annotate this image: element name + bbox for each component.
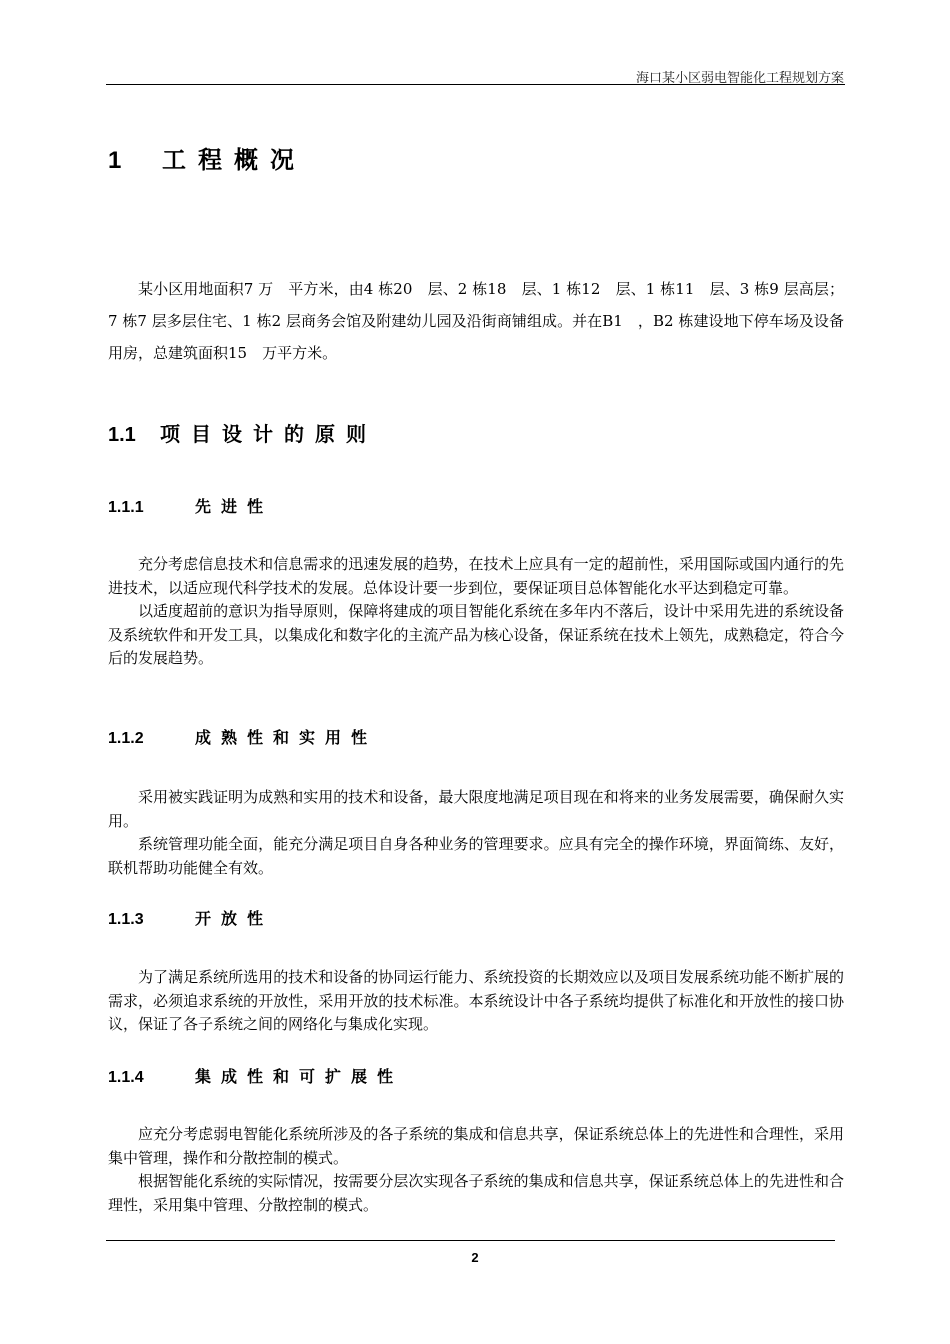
subsection-heading-2 [108,725,377,748]
paragraph: 为了满足系统所选用的技术和设备的协同运行能力、系统投资的长期效应以及项目发展系统功能不断扩展的需求，必须追求系统的开放性，采用开放的技术标准。本系统设计中各子系统均提供了标准化和开放性的接口协议，保证了各子系统之间的网络化与集成化实现。 [108,968,844,1033]
subsection-title: 成熟性和实用性 [195,730,378,747]
paragraph: 充分考虑信息技术和信息需求的迅速发展的趋势，在技术上应具有一定的超前性，采用国际或国内通行的先进技术，以适应现代科学技术的发展。总体设计要一步到位，要保证项目总体智能化水平达到稳定可靠。 [108,555,844,597]
subsection-number: 1.1.3 [108,911,144,928]
subsection-heading-4 [108,1064,403,1087]
page-number: 2 [471,1250,479,1265]
section-title: 项目设计的原则 [160,424,377,446]
chapter-number: 1 [108,147,122,174]
footer-rule [106,1240,835,1241]
header-rule [106,84,845,85]
subsection-title: 集成性和可扩展性 [195,1069,404,1086]
subsection-title: 开放性 [195,911,274,928]
overview-paragraph [108,273,844,369]
paragraph: 根据智能化系统的实际情况，按需要分层次实现各子系统的集成和信息共享，保证系统总体上的先进性和合理性，采用集中管理、分散控制的模式。 [108,1172,844,1214]
paragraph: 以适度超前的意识为指导原则，保障将建成的项目智能化系统在多年内不落后，设计中采用先进的系统设备及系统软件和开发工具，以集成化和数字化的主流产品为核心设备，保证系统在技术上领先，成熟稳定，符合今后的发展趋势。 [108,602,844,667]
subsection-heading-1 [108,494,273,517]
subsection-body-1 [108,553,844,671]
subsection-number: 1.1.1 [108,499,144,516]
paragraph: 应充分考虑弱电智能化系统所涉及的各子系统的集成和信息共享，保证系统总体上的先进性和合理性，采用集中管理，操作和分散控制的模式。 [108,1125,844,1167]
chapter-heading [108,140,306,175]
overview-text: 某小区用地面积7 万 平方米，由4 栋20 层、2 栋18 层、1 栋12 层、1 栋11 层、3 栋9 层高层；7 栋7 层多层住宅、1 栋2 层商务会馆及附建幼儿园及沿街商铺组成。并在B1 ，B2 栋建设地下停车场及设备用房，总建筑面积15 万平方米。 [108,280,844,362]
subsection-title: 先进性 [195,499,274,516]
paragraph: 采用被实践证明为成熟和实用的技术和设备，最大限度地满足项目现在和将来的业务发展需要，确保耐久实用。 [108,788,844,830]
subsection-body-3 [108,966,844,1037]
section-number: 1.1 [108,424,136,446]
subsection-heading-3 [108,906,273,929]
subsection-body-4 [108,1123,844,1217]
paragraph: 系统管理功能全面，能充分满足项目自身各种业务的管理要求。应具有完全的操作环境，界面简练、友好，联机帮助功能健全有效。 [108,835,844,877]
subsection-number: 1.1.2 [108,730,144,747]
subsection-number: 1.1.4 [108,1069,144,1086]
subsection-body-2 [108,786,844,880]
running-header: 海口某小区弱电智能化工程规划方案 [635,71,844,86]
section-heading [108,418,377,447]
chapter-title: 工程概况 [162,147,306,174]
